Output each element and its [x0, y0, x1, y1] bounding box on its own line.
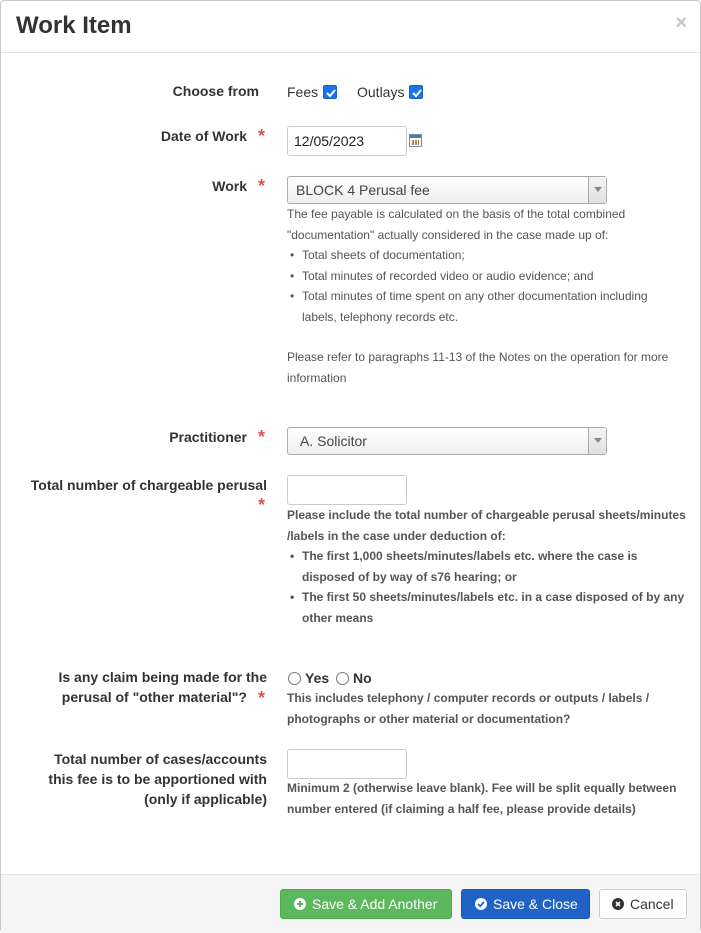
work-select-value: BLOCK 4 Perusal fee [296, 182, 430, 198]
apportion-input[interactable] [287, 749, 407, 779]
list-item: • The first 50 sheets/minutes/labels etc. in a case disposed of by any [287, 587, 692, 608]
work-label: Work [212, 178, 247, 194]
practitioner-select-value: A. Solicitor [300, 433, 367, 449]
close-icon[interactable]: × [675, 12, 687, 34]
choose-from-label: Choose from [172, 83, 259, 99]
apportion-help: Minimum 2 (otherwise leave blank). Fee will be split equally between number entered (if claiming a half fee, please provide details) [287, 781, 677, 816]
chevron-down-icon [588, 177, 606, 203]
list-item: • Total sheets of documentation; [287, 245, 687, 266]
required-marker: * [258, 427, 266, 447]
work-help: The fee payable is calculated on the basis of the total combined "documentation" actually considered in the case made up of: • Total sheets of documentation; • Total minutes of recorded video or audio evidence; and • Total minutes of time spent on any other documentation including labels, telephony records etc. Please refer to paragraphs 11-13 of the Notes on the operation for more information [287, 204, 687, 388]
outlays-checkbox[interactable] [409, 85, 423, 99]
modal-title: Work Item [16, 12, 132, 39]
chevron-down-icon [588, 428, 606, 454]
modal-footer [1, 874, 700, 933]
yes-label[interactable]: Yes [305, 670, 330, 686]
apportion-label: Total number of cases/accounts this fee is to be apportioned with (only if applicable) [48, 751, 267, 807]
modal-header [1, 1, 700, 53]
list-item: • The first 1,000 sheets/minutes/labels etc. where the case is [287, 546, 692, 567]
work-select[interactable] [287, 176, 607, 204]
work-help-list [287, 245, 687, 307]
other-material-help: This includes telephony / computer records or outputs / labels / photographs or other material or documentation? [287, 691, 650, 726]
list-item: • Total minutes of recorded video or audio evidence; and [287, 266, 687, 287]
yes-radio[interactable] [288, 672, 301, 685]
fees-label: Fees [287, 84, 319, 100]
save-add-another-button[interactable]: Save & Add Another [280, 889, 452, 919]
outlays-label: Outlays [357, 84, 405, 100]
times-circle-icon [612, 898, 624, 910]
cancel-button[interactable]: Cancel [599, 889, 687, 919]
required-marker: * [258, 126, 266, 146]
no-label[interactable]: No [353, 670, 372, 686]
date-of-work-label: Date of Work [160, 128, 247, 144]
check-icon [411, 87, 423, 99]
required-marker: * [258, 176, 266, 196]
fees-checkbox[interactable] [323, 85, 337, 99]
no-radio[interactable] [336, 672, 349, 685]
other-material-label: Is any claim being made for the perusal of "other material"? [58, 669, 267, 705]
perusal-label: Total number of chargeable perusal [30, 477, 267, 493]
perusal-help: Please include the total number of chargeable perusal sheets/minutes /labels in the case under deduction of: • The first 1,000 sheets/minutes/labels etc. where the case is disposed of by way of s76 hearing; or • The first 50 sheets/minutes/labels etc. in a case disposed of by any other means [287, 505, 692, 628]
perusal-input[interactable] [287, 475, 407, 505]
practitioner-select[interactable] [287, 427, 607, 455]
check-icon [325, 87, 337, 99]
check-circle-icon [475, 898, 487, 910]
date-of-work-input[interactable] [287, 126, 407, 156]
calendar-icon[interactable] [409, 134, 422, 147]
required-marker: * [258, 688, 266, 708]
list-item: • Total minutes of time spent on any other documentation including [287, 286, 687, 307]
practitioner-label: Practitioner [169, 429, 247, 445]
plus-circle-icon [294, 898, 306, 910]
perusal-help-list [287, 546, 692, 567]
save-close-button[interactable]: Save & Close [461, 889, 590, 919]
required-marker: * [258, 495, 266, 515]
